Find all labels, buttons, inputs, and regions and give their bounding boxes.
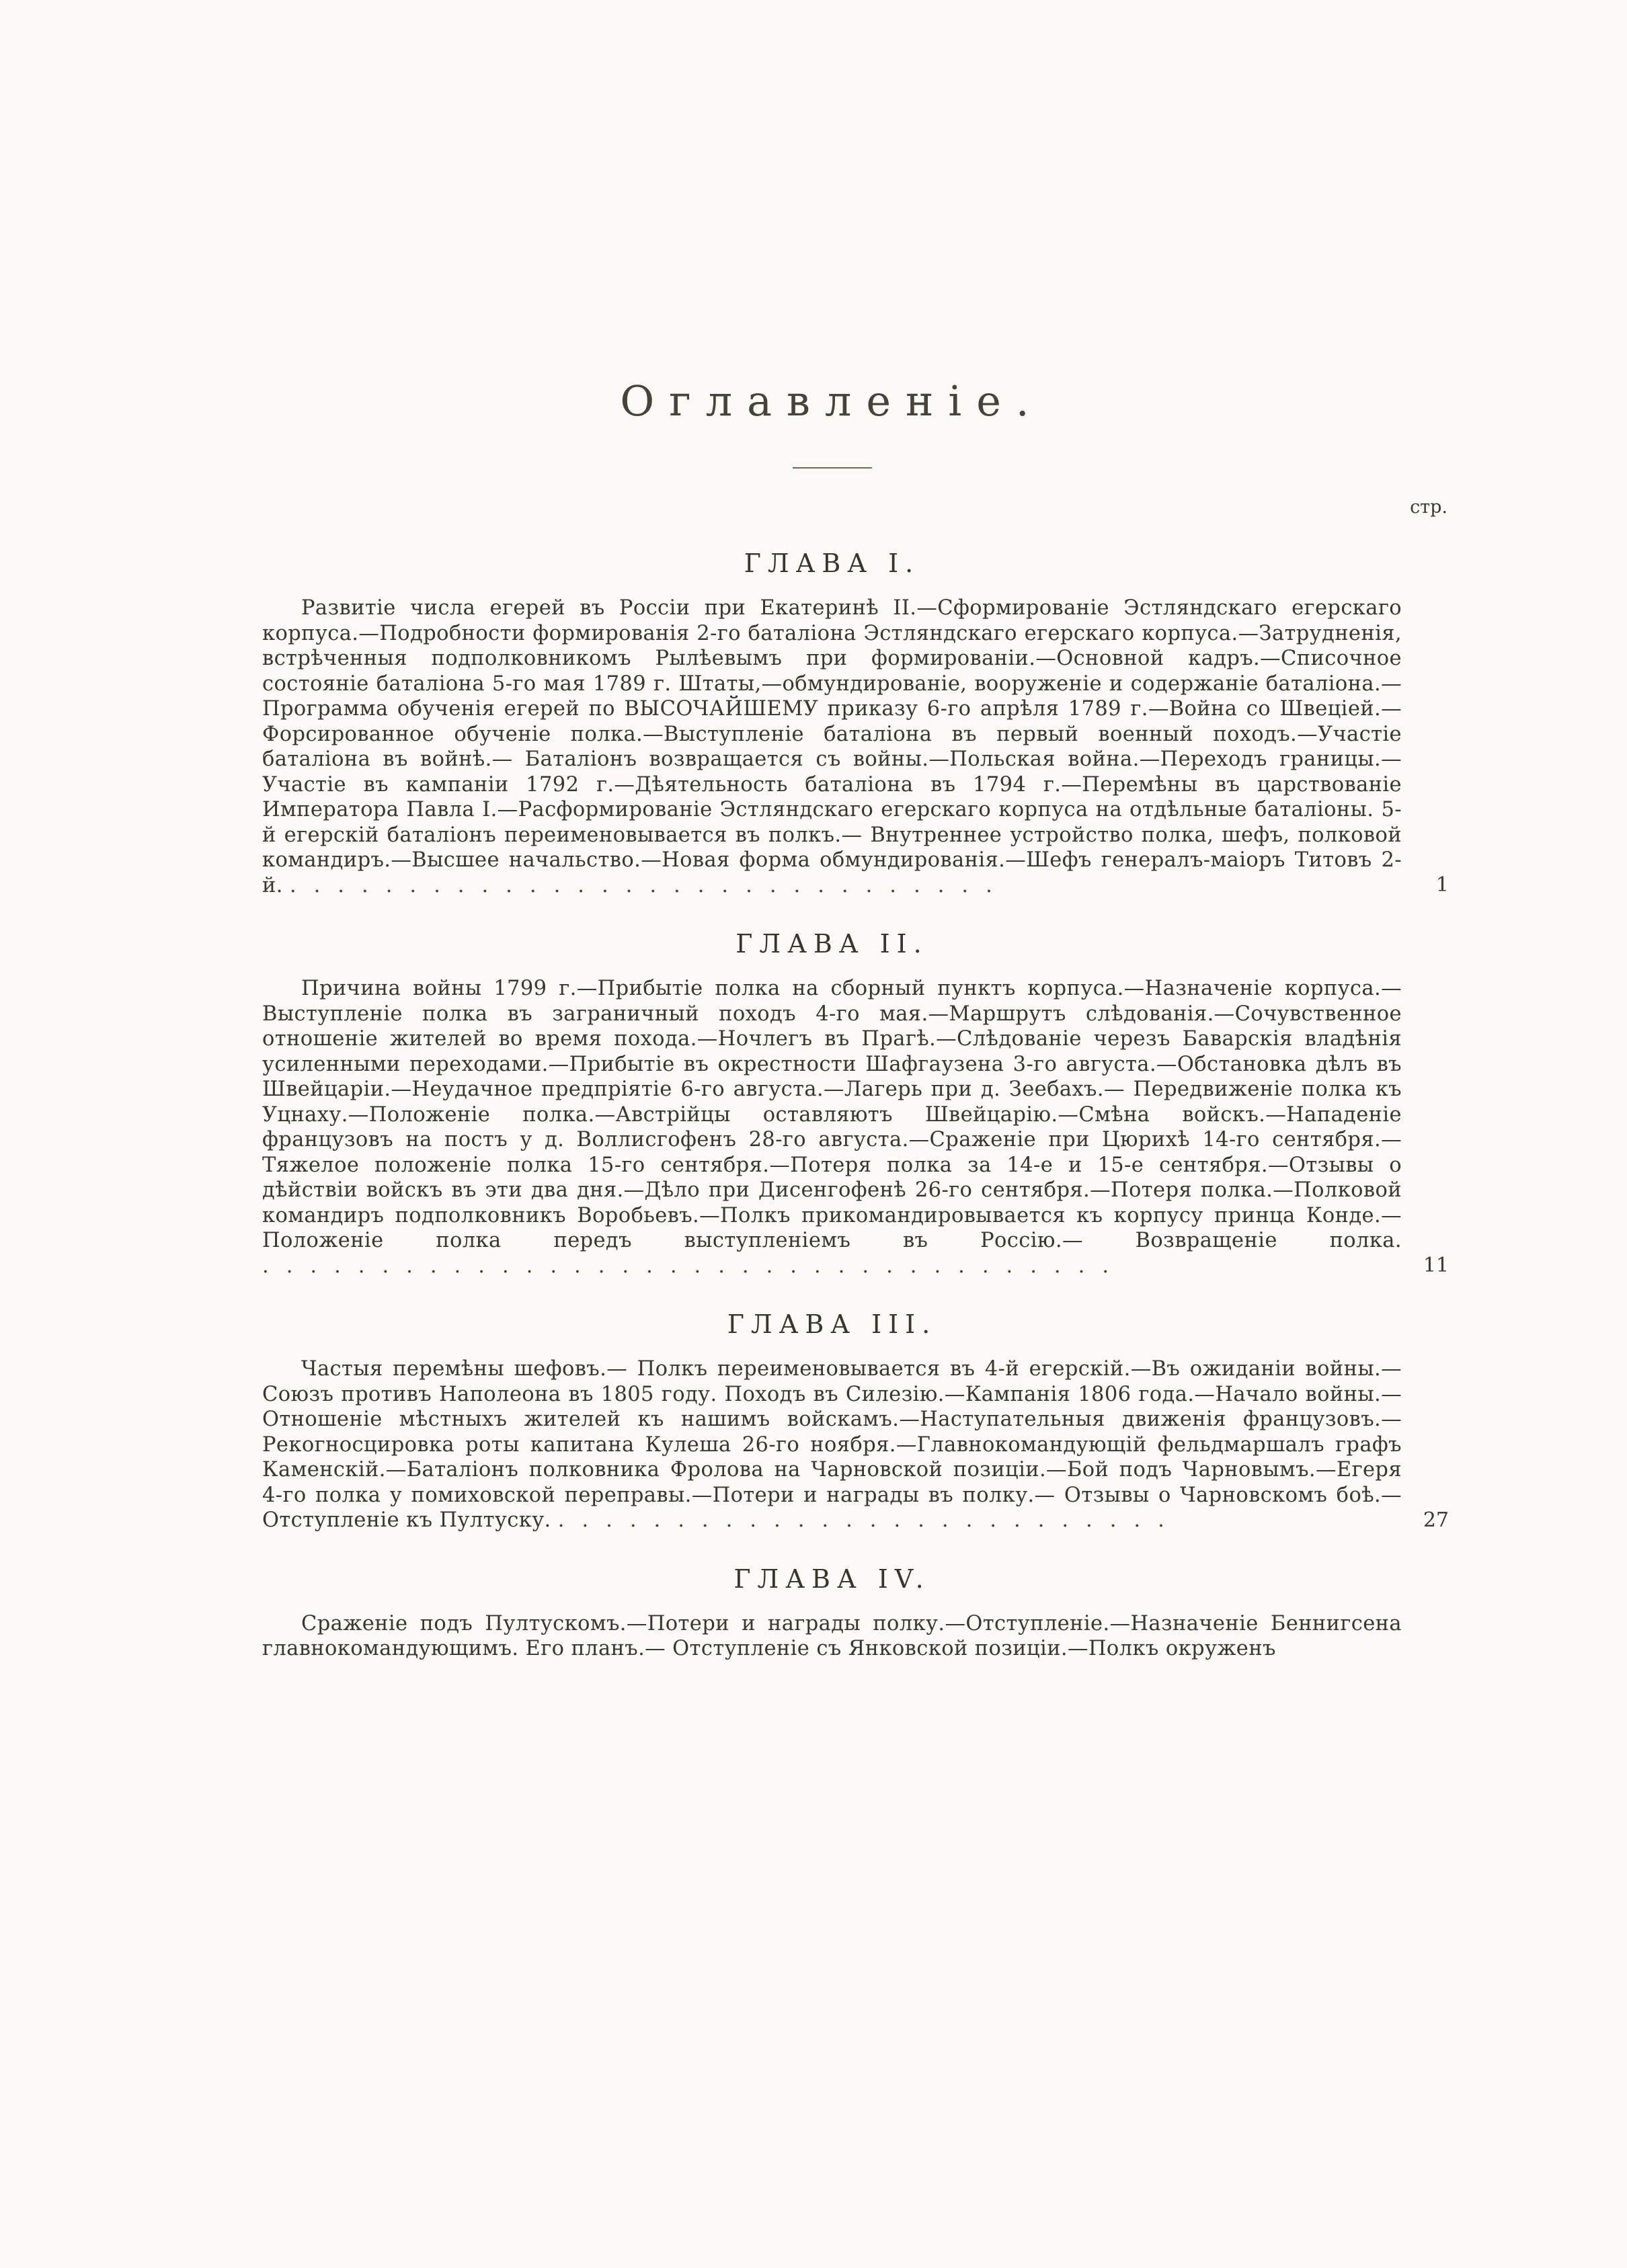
chapter-1-summary xyxy=(262,596,1402,898)
chapter-4-summary xyxy=(262,1611,1402,1662)
chapter-1-heading: ГЛАВА I. xyxy=(744,549,920,578)
chapter-2-summary-text: Причина войны 1799 г.—Прибытіе полка на сборный пунктъ корпуса.—Назначеніе корпуса.— Выступленіе полка въ заграничный походъ 4-го мая.—Маршрутъ слѣдованія.—Сочувственное отношеніе жителей во время похода.—Ночлегъ въ Прагѣ.—Слѣдованіе черезъ Баварскія владѣнія усиленными переходами.—Прибытіе въ окрестности Шафгаузена 3-го августа.—Обстановка дѣлъ въ Швейцаріи.—Неудачное предпріятіе 6-го августа.—Лагерь при д. Зеебахъ.— Передвиженіе полка къ Уцнаху.—Положеніе полка.—Австрійцы оставляютъ Швейцарію.—Смѣна войскъ.—Нападеніе французовъ на постъ у д. Воллисгофенъ 28-го августа.—Сраженіе при Цюрихѣ 14-го сентября.—Тяжелое положеніе полка 15-го сентября.—Потеря полка за 14-е и 15-е сентября.—Отзывы о дѣйствіи войскъ въ эти два дня.—Дѣло при Дисенгофенѣ 26-го сентября.—Потеря полка.—Полковой командиръ подполковникъ Воробьевъ.—Полкъ прикомандировывается къ корпусу принца Конде.—Положеніе полка передъ выступленіемъ въ Россію.— Возвращеніе полка. xyxy=(262,977,1402,1252)
toc-chapter-2 xyxy=(262,929,1449,1279)
table-of-contents-page xyxy=(262,0,1449,1662)
chapter-2-dot-leader: .................................... xyxy=(262,1254,1127,1278)
chapter-2-heading: ГЛАВА II. xyxy=(736,929,928,959)
chapter-3-dot-leader: .......................... xyxy=(557,1508,1182,1532)
chapter-1-page-number: 1 xyxy=(1435,873,1449,897)
toc-chapter-4 xyxy=(262,1564,1402,1662)
page-title: Оглавленіе. xyxy=(620,376,1044,426)
page-column-label: стр. xyxy=(1410,497,1447,518)
toc-chapter-3 xyxy=(262,1309,1449,1533)
chapter-1-dot-leader: .............................. xyxy=(289,873,1010,897)
chapter-2-page-number: 11 xyxy=(1423,1254,1449,1277)
title-divider-rule xyxy=(793,467,872,469)
chapter-3-page-number: 27 xyxy=(1423,1508,1449,1532)
chapter-3-summary xyxy=(262,1356,1402,1533)
toc-chapter-1 xyxy=(262,549,1449,898)
chapter-4-summary-text: Сраженіе подъ Пултускомъ.—Потери и награды полку.—Отступленіе.—Назначеніе Беннигсена главнокомандующимъ. Его планъ.— Отступленіе съ Янковской позиціи.—Полкъ окруженъ xyxy=(262,1611,1402,1660)
chapter-3-heading: ГЛАВА III. xyxy=(727,1309,937,1339)
chapter-2-summary xyxy=(262,976,1402,1279)
chapter-1-summary-text: Развитіе числа егерей въ Россіи при Екатеринѣ II.—Сформированіе Эстляндскаго егерскаго корпуса.—Подробности формированія 2-го баталіона Эстляндскаго егерскаго корпуса.—Затрудненія, встрѣченныя подполковникомъ Рылѣевымъ при формированіи.—Основной кадръ.—Списочное состояніе баталіона 5-го мая 1789 г. Штаты,—обмундированіе, вооруженіе и содержаніе баталіона.—Программа обученія егерей по ВЫСОЧАЙШЕМУ приказу 6-го апрѣля 1789 г.—Война со Швеціей.—Форсированное обученіе полка.—Выступленіе баталіона въ первый военный походъ.—Участіе баталіона въ войнѣ.— Баталіонъ возвращается съ войны.—Польская война.—Переходъ границы.—Участіе въ кампаніи 1792 г.—Дѣятельность баталіона въ 1794 г.—Перемѣны въ царствованіе Императора Павла I.—Расформированіе Эстляндскаго егерскаго корпуса на отдѣльные баталіоны. 5-й егерскій баталіонъ переименовывается въ полкъ.— Внутреннее устройство полка, шефъ, полковой командиръ.—Высшее начальство.—Новая форма обмундированія.—Шефъ генералъ-маіоръ Титовъ 2-й. xyxy=(262,596,1402,897)
chapter-4-heading: ГЛАВА IV. xyxy=(733,1564,930,1594)
chapter-3-summary-text: Частыя перемѣны шефовъ.— Полкъ переименовывается въ 4-й егерскій.—Въ ожиданіи войны.— Союзъ противъ Наполеона въ 1805 году. Походъ въ Силезію.—Кампанія 1806 года.—Начало войны.—Отношеніе мѣстныхъ жителей къ нашимъ войскамъ.—Наступательныя движенія французовъ.—Рекогносцировка роты капитана Кулеша 26-го ноября.—Главнокомандующій фельдмаршалъ графъ Каменскій.—Баталіонъ полковника Фролова на Чарновской позиціи.—Бой подъ Чарновымъ.—Егеря 4-го полка у помиховской переправы.—Потери и награды въ полку.— Отзывы о Чарновскомъ боѣ.—Отступленіе къ Пултуску. xyxy=(262,1357,1402,1532)
